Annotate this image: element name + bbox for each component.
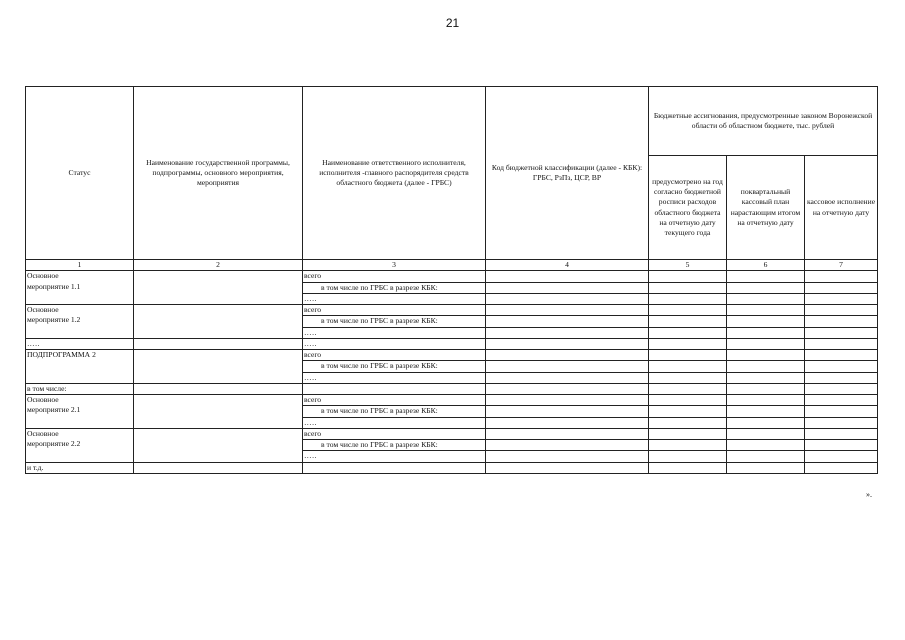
page-number: 21	[445, 16, 460, 30]
header-program-name: Наименование государственной программы, подпрограммы, основного мероприятия, мероприятия	[134, 87, 303, 260]
status-line: Основное	[27, 271, 59, 281]
status-line: ПОДПРОГРАММА 2	[27, 350, 96, 359]
status-line: Основное	[27, 428, 59, 438]
report-table	[25, 86, 878, 474]
including-label: в том числе:	[26, 383, 134, 394]
row-label-dots: …..	[303, 327, 486, 338]
column-number: 1	[26, 260, 134, 271]
status-cell	[26, 350, 134, 384]
etc-label: и т.д.	[26, 462, 134, 473]
header-planned-year: предусмотрено на год согласно бюджетной росписи расходов областного бюджета на отчетную дату текущего года	[649, 156, 727, 260]
column-number: 6	[727, 260, 805, 271]
row-label-kbk: в том числе по ГРБС в разрезе КБК:	[303, 440, 486, 451]
row-label-total: всего	[303, 350, 486, 361]
program-name-cell	[134, 428, 303, 462]
column-number: 3	[303, 260, 486, 271]
column-number: 4	[486, 260, 649, 271]
status-line: мероприятие 1.2	[27, 315, 81, 325]
row-label-total: всего	[303, 395, 486, 406]
row-label-kbk: в том числе по ГРБС в разрезе КБК:	[303, 361, 486, 372]
status-cell	[26, 305, 134, 339]
row-label-total: всего	[303, 428, 486, 439]
row-label-kbk: в том числе по ГРБС в разрезе КБК:	[303, 406, 486, 417]
program-name-cell	[134, 350, 303, 384]
status-cell	[26, 428, 134, 462]
header-status: Статус	[26, 87, 134, 260]
program-name-cell	[134, 271, 303, 305]
header-budget-allocations: Бюджетные ассигнования, предусмотренные законом Воронежской области об областном бюджете, тыс. рублей	[649, 87, 878, 156]
separator-dots: …..	[26, 338, 134, 349]
row-label-dots: …..	[303, 417, 486, 428]
row-label-total: всего	[303, 305, 486, 316]
row-label-kbk: в том числе по ГРБС в разрезе КБК:	[303, 282, 486, 293]
program-name-cell	[134, 395, 303, 429]
row-label-kbk: в том числе по ГРБС в разрезе КБК:	[303, 316, 486, 327]
status-line: Основное	[27, 305, 59, 314]
column-number: 5	[649, 260, 727, 271]
status-line: мероприятие 2.1	[27, 405, 81, 415]
header-executor-name: Наименование ответственного исполнителя, исполнителя -главного распорядителя средств областного бюджета (далее - ГРБС)	[303, 87, 486, 260]
header-kbk-code: Код бюджетной классификации (далее - КБК): ГРБС, РзПз, ЦСР, ВР	[486, 87, 649, 260]
row-label-dots: …..	[303, 451, 486, 462]
row-label-total: всего	[303, 271, 486, 282]
end-quote-mark: ».	[866, 490, 872, 499]
status-cell	[26, 395, 134, 429]
row-label-dots: …..	[303, 293, 486, 304]
program-name-cell	[134, 305, 303, 339]
status-cell	[26, 271, 134, 305]
status-line: мероприятие 1.1	[27, 281, 81, 291]
row-label-dots: …..	[303, 338, 486, 349]
header-cash-execution: кассовое исполнение на отчетную дату	[805, 156, 878, 260]
status-line: мероприятие 2.2	[27, 439, 81, 448]
status-line: Основное	[27, 395, 59, 404]
header-quarterly-plan: поквартальный кассовый план нарастающим итогом на отчетную дату	[727, 156, 805, 260]
row-label-dots: …..	[303, 372, 486, 383]
column-number: 2	[134, 260, 303, 271]
column-number: 7	[805, 260, 878, 271]
